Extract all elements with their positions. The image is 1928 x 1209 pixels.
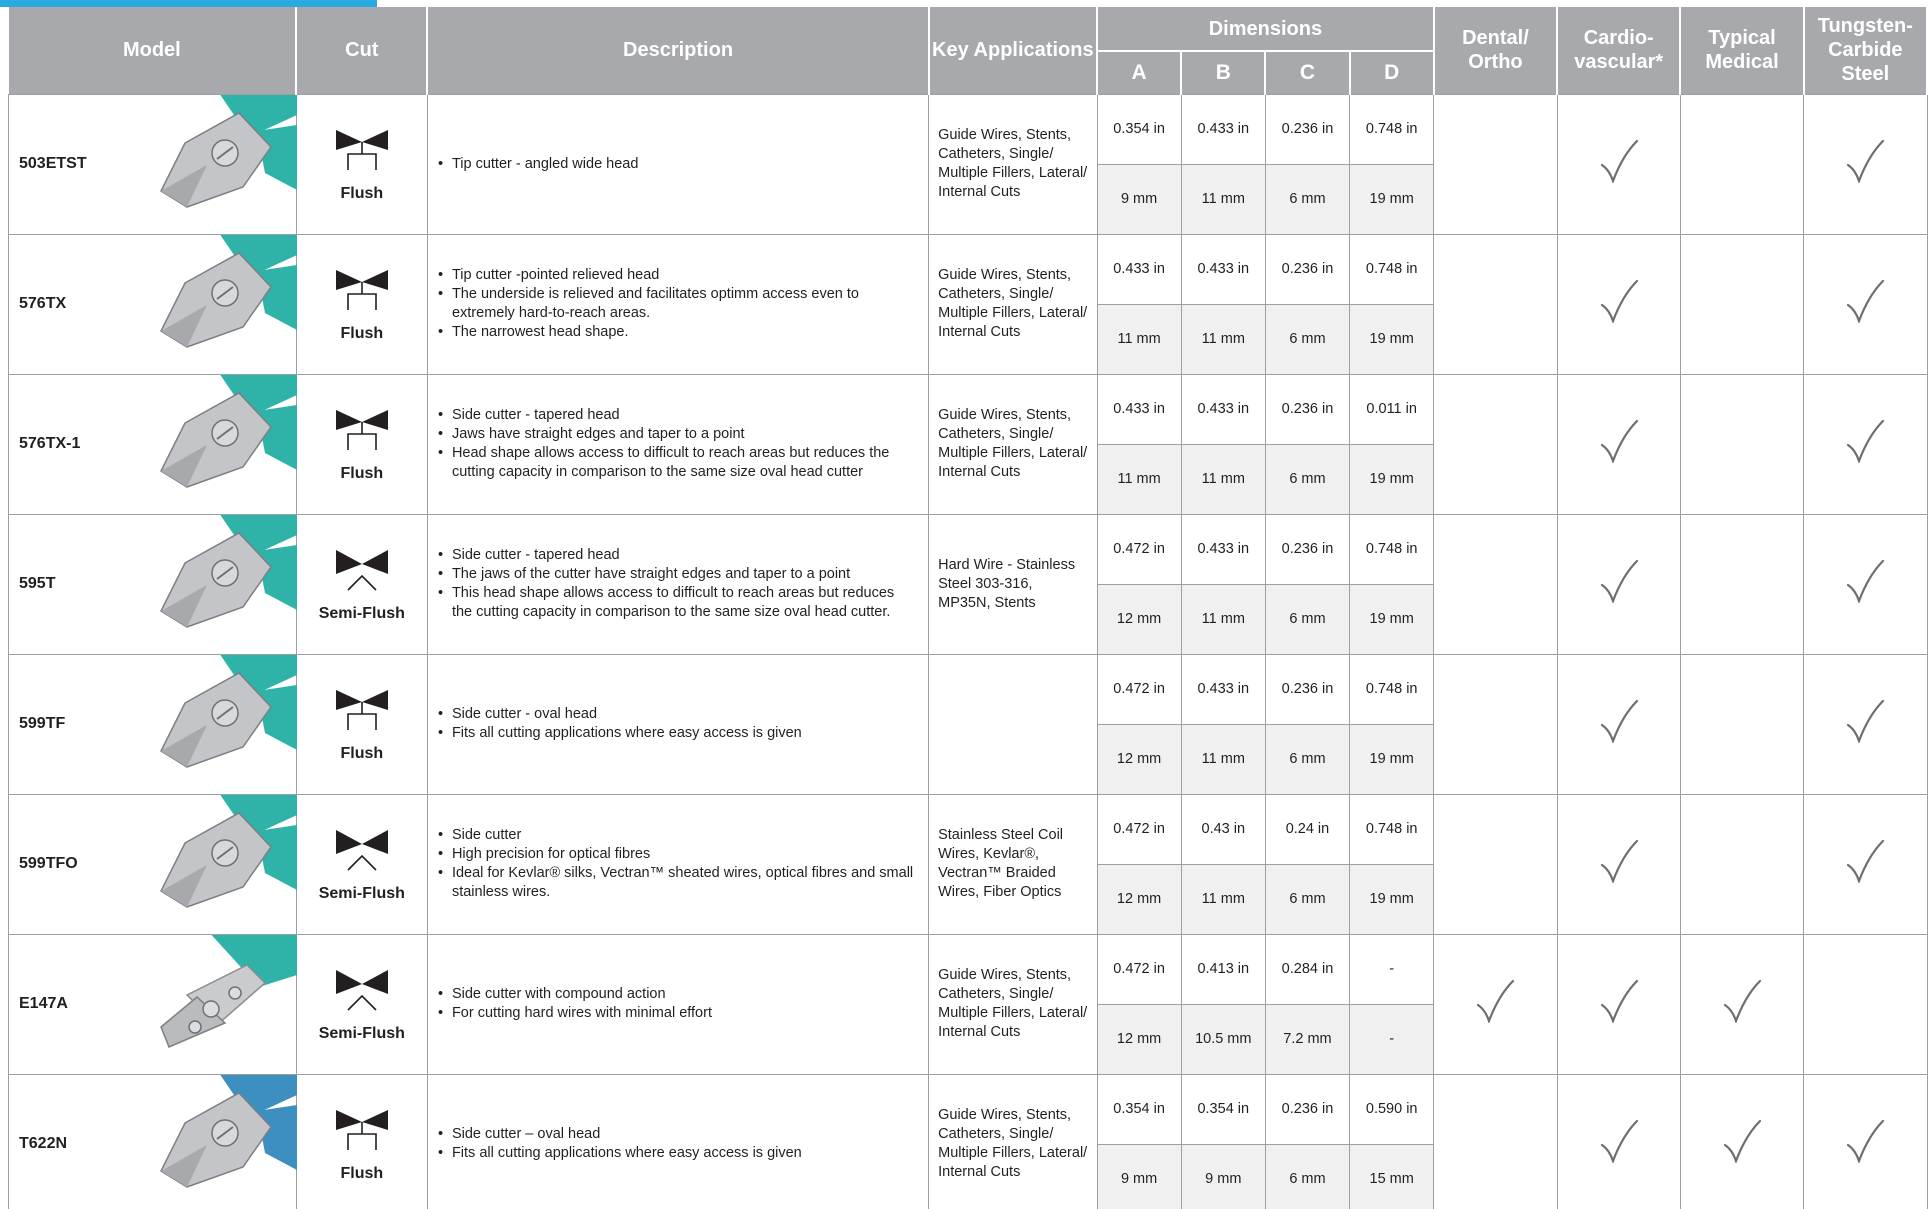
cut-cell (296, 94, 427, 234)
model-cell (9, 1074, 297, 1209)
dim-d-millimeters: 19 mm (1350, 164, 1434, 234)
dim-d-millimeters: 19 mm (1350, 724, 1434, 794)
dim-c-inches: 0.284 in (1265, 934, 1349, 1004)
description-cell (427, 234, 928, 374)
dim-a-inches: 0.354 in (1097, 1074, 1181, 1144)
dim-a-inches: 0.472 in (1097, 794, 1181, 864)
dim-a-millimeters: 12 mm (1097, 584, 1181, 654)
dim-c-inches: 0.236 in (1265, 234, 1349, 304)
cut-label: Flush (340, 184, 384, 202)
description-item: • The jaws of the cutter have straight edges and taper to a point (438, 565, 914, 584)
flush-cut-icon (297, 1106, 427, 1152)
cut-cell (296, 374, 427, 514)
dim-a-millimeters: 12 mm (1097, 724, 1181, 794)
compound-action-cutter-icon (147, 935, 297, 1073)
col-header-dim-b: B (1181, 51, 1265, 94)
dim-b-millimeters: 11 mm (1181, 584, 1265, 654)
col-header-dim-d: D (1350, 51, 1434, 94)
dim-d-millimeters: - (1350, 1004, 1434, 1074)
dim-c-inches: 0.236 in (1265, 94, 1349, 164)
model-name: 595T (19, 575, 56, 592)
col-header-cut: Cut (296, 7, 427, 94)
dental-ortho-cell (1434, 654, 1557, 794)
cut-cell (296, 654, 427, 794)
table-row (9, 234, 1928, 304)
model-cell (9, 94, 297, 234)
description-item: • For cutting hard wires with minimal effort (438, 1004, 914, 1023)
description-cell (427, 1074, 928, 1209)
key-applications-cell: Guide Wires, Stents, Catheters, Single/ Multiple Fillers, Lateral/ Internal Cuts (929, 374, 1097, 514)
dim-d-inches: 0.748 in (1350, 654, 1434, 724)
description-list (438, 985, 914, 1023)
cardio-line-1: Cardio- (1583, 27, 1654, 50)
description-list (438, 155, 914, 174)
cardiovascular-cell (1557, 654, 1680, 794)
col-header-dim-a: A (1097, 51, 1181, 94)
checkmark-icon (1599, 731, 1639, 747)
flush-cut-icon (297, 406, 427, 452)
dim-a-inches: 0.433 in (1097, 374, 1181, 444)
cardio-line-2: vascular* (1574, 51, 1664, 74)
cut-cell (296, 1074, 427, 1209)
cardiovascular-cell (1557, 794, 1680, 934)
checkmark-icon (1599, 871, 1639, 887)
diagonal-cutter-pliers-icon (147, 655, 297, 793)
col-header-dim-c: C (1265, 51, 1349, 94)
model-name: T622N (19, 1135, 68, 1152)
dim-a-inches: 0.472 in (1097, 934, 1181, 1004)
checkmark-icon (1599, 451, 1639, 467)
dim-c-inches: 0.236 in (1265, 374, 1349, 444)
description-list (438, 705, 914, 743)
dim-c-inches: 0.236 in (1265, 1074, 1349, 1144)
model-cell (9, 234, 297, 374)
dim-c-millimeters: 6 mm (1265, 164, 1349, 234)
dim-d-inches: 0.748 in (1350, 94, 1434, 164)
accent-tab (0, 0, 377, 7)
dim-b-inches: 0.354 in (1181, 1074, 1265, 1144)
model-cell (9, 654, 297, 794)
dim-d-millimeters: 15 mm (1350, 1144, 1434, 1209)
description-cell (427, 94, 928, 234)
col-header-description: Description (427, 7, 928, 94)
description-cell (427, 654, 928, 794)
cardiovascular-cell (1557, 374, 1680, 514)
cardiovascular-cell (1557, 934, 1680, 1074)
dim-d-inches: 0.748 in (1350, 514, 1434, 584)
model-name: 599TF (19, 715, 66, 732)
cut-label: Flush (340, 744, 384, 762)
description-cell (427, 794, 928, 934)
description-cell (427, 934, 928, 1074)
diagonal-cutter-pliers-icon (147, 95, 297, 233)
dim-d-millimeters: 19 mm (1350, 444, 1434, 514)
checkmark-icon (1722, 1011, 1762, 1027)
dental-line-2: Ortho (1468, 51, 1523, 74)
dim-b-millimeters: 11 mm (1181, 444, 1265, 514)
model-cell (9, 514, 297, 654)
tungsten-carbide-cell (1804, 1074, 1927, 1209)
checkmark-icon (1845, 591, 1885, 607)
col-header-cardiovascular (1557, 7, 1680, 94)
checkmark-icon (1845, 171, 1885, 187)
dim-b-millimeters: 11 mm (1181, 164, 1265, 234)
semi-flush-cut-icon (297, 826, 427, 872)
dental-ortho-cell (1434, 94, 1557, 234)
cardiovascular-cell (1557, 234, 1680, 374)
dim-c-inches: 0.24 in (1265, 794, 1349, 864)
dim-a-millimeters: 9 mm (1097, 164, 1181, 234)
dim-b-millimeters: 11 mm (1181, 724, 1265, 794)
cut-cell (296, 934, 427, 1074)
dim-b-inches: 0.433 in (1181, 234, 1265, 304)
checkmark-icon (1599, 311, 1639, 327)
description-item: • Fits all cutting applications where easy access is given (438, 724, 914, 743)
key-applications-cell (929, 654, 1097, 794)
checkmark-icon (1845, 451, 1885, 467)
dental-ortho-cell (1434, 934, 1557, 1074)
dental-ortho-cell (1434, 1074, 1557, 1209)
description-item: • Side cutter with compound action (438, 985, 914, 1004)
cardiovascular-cell (1557, 514, 1680, 654)
diagonal-cutter-pliers-icon (147, 1075, 297, 1209)
table-row (9, 374, 1928, 444)
typical-line-2: Medical (1705, 51, 1779, 74)
typical-medical-cell (1680, 514, 1803, 654)
tungsten-line-1: Tungsten- (1817, 15, 1913, 38)
dim-a-millimeters: 11 mm (1097, 304, 1181, 374)
table-row (9, 934, 1928, 1004)
dim-c-millimeters: 6 mm (1265, 444, 1349, 514)
description-list (438, 266, 914, 342)
tungsten-carbide-cell (1804, 794, 1927, 934)
checkmark-icon (1845, 311, 1885, 327)
description-item: • Side cutter - oval head (438, 705, 914, 724)
dim-b-inches: 0.43 in (1181, 794, 1265, 864)
typical-medical-cell (1680, 234, 1803, 374)
typical-medical-cell (1680, 794, 1803, 934)
checkmark-icon (1599, 591, 1639, 607)
cut-label: Flush (340, 464, 384, 482)
cut-label: Semi-Flush (318, 604, 405, 622)
model-name: 599TFO (19, 855, 78, 872)
dim-d-inches: 0.011 in (1350, 374, 1434, 444)
dim-a-millimeters: 11 mm (1097, 444, 1181, 514)
tungsten-carbide-cell (1804, 934, 1927, 1074)
typical-medical-cell (1680, 654, 1803, 794)
description-item: • Jaws have straight edges and taper to a point (438, 425, 914, 444)
table-row (9, 794, 1928, 864)
col-header-key-applications: Key Applications (929, 7, 1097, 94)
typical-medical-cell (1680, 94, 1803, 234)
key-applications-cell: Hard Wire - Stainless Steel 303-316, MP35N, Stents (929, 514, 1097, 654)
semi-flush-cut-icon (297, 546, 427, 592)
description-item: • Side cutter – oval head (438, 1125, 914, 1144)
checkmark-icon (1599, 1151, 1639, 1167)
col-header-dental-ortho (1434, 7, 1557, 94)
dim-b-millimeters: 11 mm (1181, 864, 1265, 934)
flush-cut-icon (297, 266, 427, 312)
description-cell (427, 514, 928, 654)
model-cell (9, 794, 297, 934)
flush-cut-icon (297, 686, 427, 732)
typical-line-1: Typical (1708, 27, 1776, 50)
dim-b-millimeters: 10.5 mm (1181, 1004, 1265, 1074)
diagonal-cutter-pliers-icon (147, 795, 297, 933)
checkmark-icon (1845, 1151, 1885, 1167)
dental-ortho-cell (1434, 514, 1557, 654)
table-row (9, 1074, 1928, 1144)
dim-d-inches: 0.590 in (1350, 1074, 1434, 1144)
table-row (9, 514, 1928, 584)
description-item: • Fits all cutting applications where easy access is given (438, 1144, 914, 1163)
diagonal-cutter-pliers-icon (147, 235, 297, 373)
dim-c-millimeters: 7.2 mm (1265, 1004, 1349, 1074)
flush-cut-icon (297, 126, 427, 172)
diagonal-cutter-pliers-icon (147, 515, 297, 653)
dim-c-millimeters: 6 mm (1265, 724, 1349, 794)
dim-b-millimeters: 11 mm (1181, 304, 1265, 374)
dim-c-millimeters: 6 mm (1265, 584, 1349, 654)
col-header-dimensions: Dimensions (1097, 7, 1434, 51)
checkmark-icon (1475, 1011, 1515, 1027)
checkmark-icon (1845, 731, 1885, 747)
description-item: • Head shape allows access to difficult to reach areas but reduces the cutting capacity in comparison to the same size oval head cutter (438, 444, 914, 482)
dental-ortho-cell (1434, 234, 1557, 374)
dim-a-inches: 0.472 in (1097, 654, 1181, 724)
tungsten-carbide-cell (1804, 514, 1927, 654)
description-item: • The narrowest head shape. (438, 323, 914, 342)
tungsten-carbide-cell (1804, 654, 1927, 794)
description-item: • Ideal for Kevlar® silks, Vectran™ sheated wires, optical fibres and small stainless wires. (438, 864, 914, 902)
dim-c-millimeters: 6 mm (1265, 1144, 1349, 1209)
dim-b-inches: 0.433 in (1181, 374, 1265, 444)
dim-c-millimeters: 6 mm (1265, 304, 1349, 374)
model-name: E147A (19, 995, 68, 1012)
cut-label: Flush (340, 1164, 384, 1182)
dim-d-millimeters: 19 mm (1350, 864, 1434, 934)
col-header-model: Model (9, 7, 297, 94)
description-item: • The underside is relieved and facilitates optimm access even to extremely hard-to-reach areas. (438, 285, 914, 323)
dim-d-millimeters: 19 mm (1350, 584, 1434, 654)
cut-label: Semi-Flush (318, 1024, 405, 1042)
key-applications-cell: Guide Wires, Stents, Catheters, Single/ Multiple Fillers, Lateral/ Internal Cuts (929, 94, 1097, 234)
dim-b-inches: 0.413 in (1181, 934, 1265, 1004)
description-cell (427, 374, 928, 514)
dim-d-millimeters: 19 mm (1350, 304, 1434, 374)
tungsten-line-3: Steel (1841, 63, 1890, 86)
model-cell (9, 374, 297, 514)
key-applications-cell: Guide Wires, Stents, Catheters, Single/ Multiple Fillers, Lateral/ Internal Cuts (929, 234, 1097, 374)
cut-label: Semi-Flush (318, 884, 405, 902)
key-applications-cell: Guide Wires, Stents, Catheters, Single/ Multiple Fillers, Lateral/ Internal Cuts (929, 1074, 1097, 1209)
diagonal-cutter-pliers-icon (147, 375, 297, 513)
cut-label: Flush (340, 324, 384, 342)
dim-a-millimeters: 9 mm (1097, 1144, 1181, 1209)
model-name: 576TX-1 (19, 435, 81, 452)
dim-b-millimeters: 9 mm (1181, 1144, 1265, 1209)
dim-d-inches: 0.748 in (1350, 234, 1434, 304)
tungsten-line-2: Carbide (1828, 39, 1903, 62)
checkmark-icon (1722, 1151, 1762, 1167)
key-applications-cell: Guide Wires, Stents, Catheters, Single/ Multiple Fillers, Lateral/ Internal Cuts (929, 934, 1097, 1074)
tungsten-carbide-cell (1804, 94, 1927, 234)
description-item: • Tip cutter - angled wide head (438, 155, 914, 174)
tungsten-carbide-cell (1804, 374, 1927, 514)
col-header-tungsten-carbide-steel (1804, 7, 1927, 94)
dim-a-millimeters: 12 mm (1097, 864, 1181, 934)
dim-a-inches: 0.472 in (1097, 514, 1181, 584)
checkmark-icon (1599, 1011, 1639, 1027)
typical-medical-cell (1680, 1074, 1803, 1209)
dim-b-inches: 0.433 in (1181, 654, 1265, 724)
dim-a-millimeters: 12 mm (1097, 1004, 1181, 1074)
typical-medical-cell (1680, 374, 1803, 514)
dim-d-inches: 0.748 in (1350, 794, 1434, 864)
dim-b-inches: 0.433 in (1181, 514, 1265, 584)
dim-a-inches: 0.354 in (1097, 94, 1181, 164)
model-cell (9, 934, 297, 1074)
dental-ortho-cell (1434, 794, 1557, 934)
description-list (438, 826, 914, 902)
checkmark-icon (1599, 171, 1639, 187)
description-item: • Side cutter - tapered head (438, 546, 914, 565)
dim-a-inches: 0.433 in (1097, 234, 1181, 304)
description-item: • This head shape allows access to difficult to reach areas but reduces the cutting capacity in comparison to the same size oval head cutter. (438, 584, 914, 622)
cut-cell (296, 514, 427, 654)
dim-c-millimeters: 6 mm (1265, 864, 1349, 934)
dim-c-inches: 0.236 in (1265, 514, 1349, 584)
description-list (438, 406, 914, 482)
description-item: • High precision for optical fibres (438, 845, 914, 864)
description-item: • Tip cutter -pointed relieved head (438, 266, 914, 285)
description-item: • Side cutter (438, 826, 914, 845)
semi-flush-cut-icon (297, 966, 427, 1012)
checkmark-icon (1845, 871, 1885, 887)
table-row (9, 654, 1928, 724)
dental-ortho-cell (1434, 374, 1557, 514)
cardiovascular-cell (1557, 1074, 1680, 1209)
col-header-typical-medical (1680, 7, 1803, 94)
dim-c-inches: 0.236 in (1265, 654, 1349, 724)
model-name: 503ETST (19, 155, 87, 172)
key-applications-cell: Stainless Steel Coil Wires, Kevlar®, Vectran™ Braided Wires, Fiber Optics (929, 794, 1097, 934)
table-row (9, 94, 1928, 164)
cut-cell (296, 234, 427, 374)
product-spec-table (8, 7, 1928, 1209)
dim-d-inches: - (1350, 934, 1434, 1004)
cut-cell (296, 794, 427, 934)
typical-medical-cell (1680, 934, 1803, 1074)
dental-line-1: Dental/ (1462, 27, 1529, 50)
dim-b-inches: 0.433 in (1181, 94, 1265, 164)
description-list (438, 546, 914, 622)
model-name: 576TX (19, 295, 67, 312)
description-list (438, 1125, 914, 1163)
tungsten-carbide-cell (1804, 234, 1927, 374)
description-item: • Side cutter - tapered head (438, 406, 914, 425)
cardiovascular-cell (1557, 94, 1680, 234)
